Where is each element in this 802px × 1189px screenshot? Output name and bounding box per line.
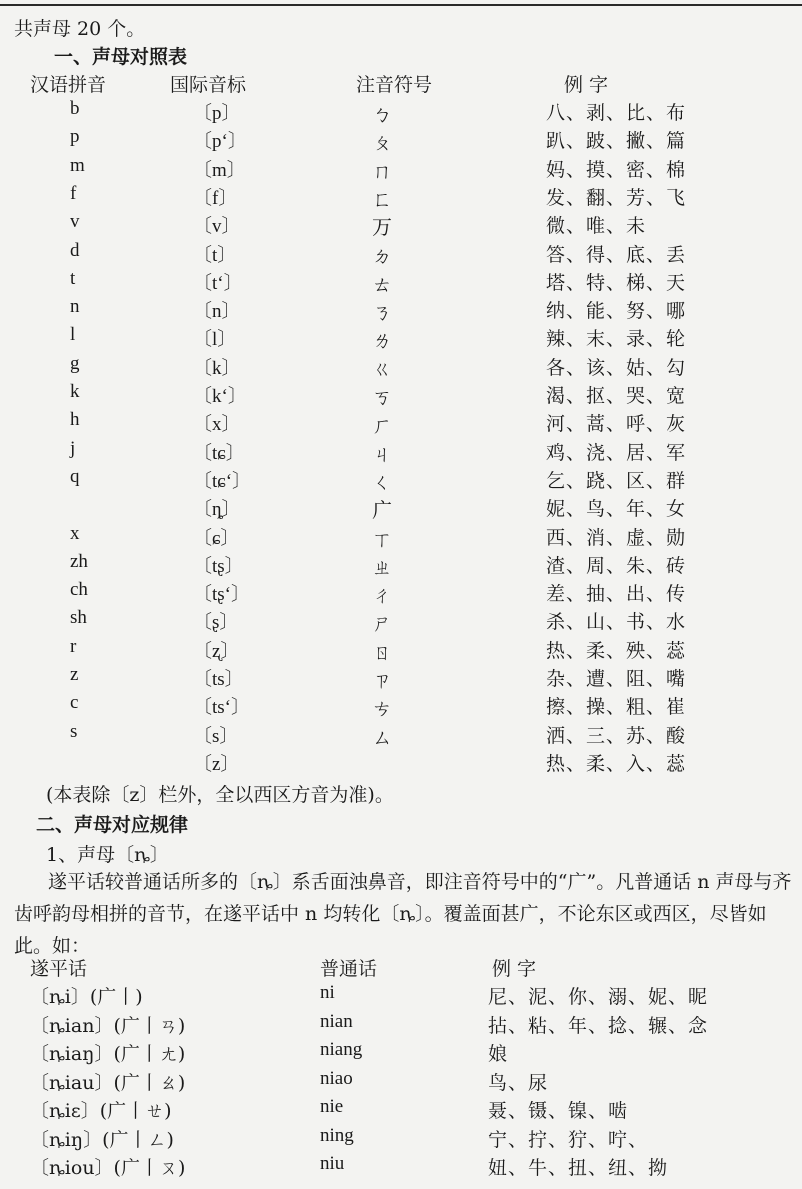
- suiping-cell: 〔ȵiaŋ〕(广丨ㄤ): [30, 1043, 186, 1065]
- examples-cell: 辣、末、录、轮: [546, 328, 687, 351]
- examples-cell: 渣、周、朱、砖: [546, 554, 687, 577]
- examples-cell: 杀、山、书、水: [546, 611, 687, 634]
- putonghua-cell: nian: [320, 1010, 353, 1032]
- examples-cell: 河、蒿、呼、灰: [546, 413, 687, 436]
- examples-cell: 妞、牛、扭、纽、拗: [488, 1157, 669, 1179]
- table-row: [0, 438, 802, 468]
- pinyin-cell: z: [70, 664, 79, 685]
- ipa-cell: 〔m〕: [193, 159, 246, 181]
- examples-cell: 渴、抠、哭、宽: [546, 385, 687, 407]
- examples-cell: 趴、跛、撇、篇: [546, 130, 687, 153]
- header-ipa: 国际音标: [170, 74, 247, 96]
- ipa-cell: 〔s〕: [193, 725, 239, 747]
- pinyin-cell: zh: [70, 550, 88, 572]
- putonghua-cell: ni: [320, 982, 335, 1003]
- pinyin-cell: x: [70, 522, 80, 544]
- examples-cell: 鸟、尿: [488, 1071, 549, 1094]
- ipa-cell: 〔tɕ‘〕: [193, 470, 252, 492]
- examples-cell: 妈、摸、密、棉: [546, 158, 687, 181]
- header-zhuyin: 注音符号: [356, 74, 433, 96]
- ipa-cell: 〔f〕: [193, 187, 238, 209]
- examples-cell: 聂、镊、镍、啮: [488, 1100, 629, 1122]
- examples-cell: 塔、特、梯、天: [546, 271, 687, 294]
- table-row: [0, 1153, 802, 1181]
- table-row: [0, 523, 802, 553]
- zhuyin-cell: ㄖ: [372, 639, 392, 664]
- ipa-cell: 〔l〕: [193, 329, 237, 351]
- examples-cell: 热、柔、入、蕊: [546, 752, 687, 775]
- table-row: [0, 98, 802, 128]
- examples-cell: 纳、能、努、哪: [546, 300, 687, 323]
- table-row: [0, 982, 802, 1010]
- pinyin-cell: h: [70, 409, 80, 431]
- zhuyin-cell: ㄎ: [372, 385, 392, 409]
- table-row: [0, 664, 802, 694]
- table-row: [0, 636, 802, 666]
- zhuyin-cell: ㄊ: [372, 271, 392, 296]
- table-row: [0, 1039, 802, 1067]
- pinyin-cell: m: [70, 154, 85, 176]
- putonghua-cell: niu: [320, 1153, 345, 1174]
- zhuyin-cell: ㄗ: [372, 668, 392, 692]
- examples-cell: 八、剥、比、布: [546, 102, 687, 124]
- ipa-cell: 〔t‘〕: [193, 272, 243, 294]
- putonghua-cell: niao: [320, 1067, 353, 1089]
- suiping-cell: 〔ȵiau〕(广丨ㄠ): [30, 1071, 186, 1094]
- examples-cell: 娘: [488, 1043, 509, 1065]
- table-row: [0, 579, 802, 609]
- zhuyin-cell: ㄐ: [372, 441, 392, 466]
- table-row: [0, 721, 802, 751]
- pinyin-cell: s: [70, 720, 78, 742]
- suiping-cell: 〔ȵiŋ〕(广丨ㄥ): [30, 1128, 174, 1151]
- table-row: [0, 324, 802, 354]
- ipa-cell: 〔k〕: [193, 357, 241, 379]
- table-row: [0, 749, 802, 779]
- examples-cell: 杂、遭、阻、嘴: [546, 668, 687, 690]
- examples-cell: 发、翻、芳、飞: [546, 186, 687, 209]
- zhuyin-cell: ㄍ: [372, 356, 392, 381]
- pinyin-cell: c: [70, 692, 79, 714]
- table-row: [0, 409, 802, 439]
- table-row: [0, 1125, 802, 1153]
- pinyin-cell: p: [70, 126, 80, 148]
- ipa-cell: 〔p〕: [193, 103, 241, 124]
- ipa-cell: 〔z〕: [193, 753, 240, 775]
- table-row: [0, 692, 802, 722]
- header-examples-2: 例 字: [492, 958, 537, 980]
- zhuyin-cell: ㄒ: [372, 526, 392, 551]
- ipa-cell: 〔k‘〕: [193, 386, 247, 407]
- examples-cell: 拈、粘、年、捻、辗、念: [488, 1014, 709, 1037]
- pinyin-cell: v: [70, 211, 80, 233]
- pinyin-cell: b: [70, 98, 80, 119]
- zhuyin-cell: 万: [372, 215, 392, 240]
- zhuyin-cell: ㄆ: [372, 130, 392, 155]
- table-row: [0, 1068, 802, 1096]
- pinyin-cell: j: [70, 437, 76, 459]
- table-row: [0, 240, 802, 270]
- examples-cell: 差、抽、出、传: [546, 583, 687, 606]
- section2-paragraph: 遂平话较普通话所多的〔ȵ〕系舌面浊鼻音，即注音符号中的“广”。凡普通话 n 声母与齐齿呼韵母相拼的音节，在遂平话中 n 均转化〔ȵ〕。覆盖面甚广，不论东区或西区，尽皆如此。如：: [14, 871, 792, 957]
- examples-cell: 擦、操、粗、崔: [546, 696, 687, 719]
- ipa-cell: 〔tʂ〕: [193, 555, 244, 577]
- header-pinyin: 汉语拼音: [30, 74, 107, 96]
- ipa-cell: 〔tɕ〕: [193, 442, 245, 464]
- table-row: [0, 381, 802, 411]
- ipa-cell: 〔n〕: [193, 301, 241, 323]
- pinyin-cell: g: [70, 352, 80, 374]
- zhuyin-cell: ㄬ: [372, 498, 392, 523]
- zhuyin-cell: ㄌ: [372, 328, 392, 353]
- suiping-cell: 〔ȵiou〕(广丨ㄡ): [30, 1157, 186, 1179]
- examples-cell: 妮、鸟、年、女: [546, 498, 687, 521]
- pinyin-cell: l: [70, 324, 76, 346]
- zhuyin-cell: ㄙ: [372, 724, 392, 749]
- ipa-cell: 〔ʐ〕: [193, 640, 240, 662]
- ipa-cell: 〔ts‘〕: [193, 697, 251, 719]
- table-row: [0, 1096, 802, 1124]
- zhuyin-cell: ㄔ: [372, 583, 392, 608]
- examples-cell: 微、唯、未: [546, 215, 647, 238]
- examples-cell: 西、消、虚、勋: [546, 526, 687, 549]
- examples-cell: 答、得、底、丢: [546, 243, 687, 266]
- pinyin-cell: f: [70, 182, 77, 204]
- zhuyin-cell: ㄑ: [372, 469, 392, 494]
- examples-cell: 洒、三、苏、酸: [546, 724, 687, 747]
- zhuyin-cell: ㄓ: [372, 554, 392, 579]
- table-row: [0, 1011, 802, 1039]
- ipa-cell: 〔x〕: [193, 414, 241, 436]
- pinyin-cell: sh: [70, 607, 87, 629]
- table-row: [0, 353, 802, 383]
- table-row: [0, 126, 802, 156]
- ipa-cell: 〔v〕: [193, 216, 241, 238]
- ipa-cell: 〔ʂ〕: [193, 612, 239, 634]
- pinyin-cell: q: [70, 465, 80, 487]
- table-note: (本表除〔z〕栏外，全以西区方音为准)。: [46, 784, 394, 806]
- suiping-cell: 〔ȵi〕(广丨): [30, 986, 143, 1008]
- zhuyin-cell: ㄇ: [372, 158, 392, 183]
- top-rule: [0, 4, 802, 6]
- table-row: [0, 466, 802, 496]
- ipa-cell: 〔p‘〕: [193, 131, 247, 153]
- examples-cell: 宁、拧、狞、咛、: [488, 1128, 649, 1151]
- table-row: [0, 155, 802, 185]
- ipa-cell: 〔ɕ〕: [193, 527, 240, 549]
- pinyin-cell: k: [70, 381, 80, 402]
- putonghua-cell: niang: [320, 1039, 363, 1060]
- zhuyin-cell: ㄋ: [372, 300, 392, 325]
- suiping-cell: 〔ȵiɛ〕(广丨ㄝ): [30, 1100, 172, 1122]
- zhuyin-cell: ㄘ: [372, 696, 392, 721]
- table-row: [0, 494, 802, 524]
- ipa-cell: 〔ts〕: [193, 669, 244, 690]
- zhuyin-cell: ㄈ: [372, 186, 392, 211]
- examples-cell: 热、柔、殃、蕊: [546, 639, 687, 662]
- table-row: [0, 607, 802, 637]
- table-row: [0, 183, 802, 213]
- putonghua-cell: ning: [320, 1124, 354, 1146]
- pinyin-cell: d: [70, 239, 80, 261]
- table-row: [0, 211, 802, 241]
- table-row: [0, 268, 802, 298]
- pinyin-cell: t: [70, 267, 76, 289]
- pinyin-cell: n: [70, 296, 80, 318]
- header-putonghua: 普通话: [320, 958, 378, 980]
- section1-title: 一、声母对照表: [54, 46, 188, 68]
- ipa-cell: 〔ȵ〕: [193, 499, 241, 521]
- zhuyin-cell: ㄕ: [372, 611, 392, 636]
- zhuyin-cell: ㄅ: [372, 102, 392, 126]
- zhuyin-cell: ㄉ: [372, 243, 392, 268]
- table-row: [0, 296, 802, 326]
- pinyin-cell: r: [70, 635, 77, 657]
- examples-cell: 乞、跷、区、群: [546, 469, 687, 492]
- pinyin-cell: ch: [70, 579, 88, 601]
- section2-subtitle: 1、声母〔ȵ〕: [46, 844, 169, 866]
- section2-title: 二、声母对应规律: [36, 814, 189, 836]
- ipa-cell: 〔tʂ‘〕: [193, 584, 251, 606]
- examples-cell: 鸡、浇、居、军: [546, 441, 687, 464]
- examples-cell: 各、该、姑、勾: [546, 356, 687, 379]
- ipa-cell: 〔t〕: [193, 244, 237, 266]
- zhuyin-cell: ㄏ: [372, 413, 392, 438]
- putonghua-cell: nie: [320, 1096, 344, 1117]
- table-row: [0, 551, 802, 581]
- suiping-cell: 〔ȵian〕(广丨ㄢ): [30, 1014, 186, 1037]
- intro-text: 共声母 20 个。: [14, 18, 146, 40]
- header-examples: 例 字: [564, 74, 609, 96]
- header-suiping: 遂平话: [30, 958, 88, 980]
- examples-cell: 尼、泥、你、溺、妮、昵: [488, 986, 709, 1008]
